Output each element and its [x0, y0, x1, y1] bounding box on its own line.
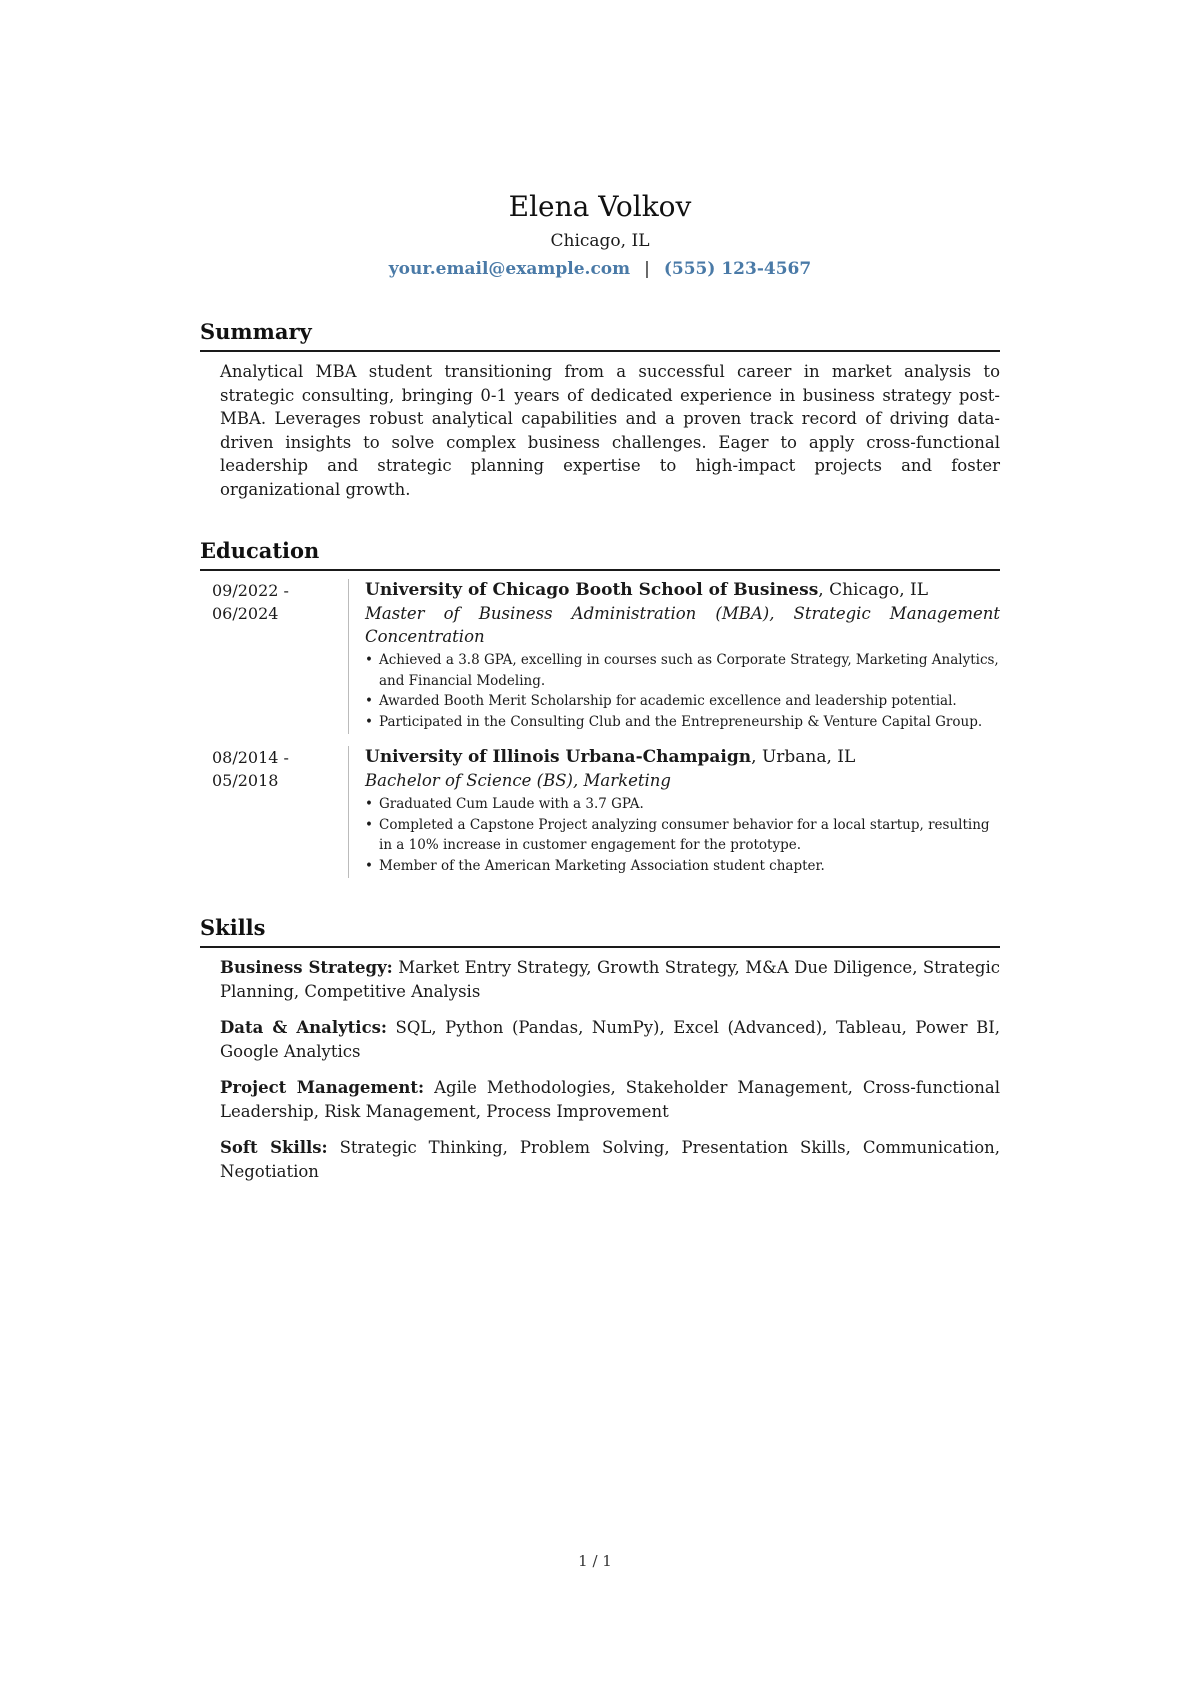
education-entry [200, 746, 1000, 878]
resume-page [200, 190, 1000, 1196]
skill-line [220, 956, 1000, 1003]
bullet-icon: • [365, 796, 373, 812]
skill-category: Data & Analytics: [220, 1018, 387, 1037]
candidate-location: Chicago, IL [550, 231, 650, 251]
school-location: , Urbana, IL [751, 747, 856, 767]
bullet-item: • Member of the American Marketing Association student chapter. [365, 856, 1000, 877]
contact-line [200, 256, 1000, 282]
bullet-item: • Awarded Booth Merit Scholarship for academic excellence and leadership potential. [365, 691, 1000, 712]
skill-values: Agile Methodologies, Stakeholder Management, Cross-functional Leadership, Risk Management, Process Improvement [220, 1078, 1000, 1121]
education-bullets [365, 794, 1000, 876]
skill-values: Strategic Thinking, Problem Solving, Presentation Skills, Communication, Negotiation [220, 1138, 1000, 1181]
bullet-icon: • [365, 693, 373, 709]
resume-header [200, 190, 1000, 282]
page-number: 1 / 1 [578, 1552, 612, 1570]
school-location: , Chicago, IL [818, 580, 929, 600]
skills-heading: Skills [200, 914, 1000, 948]
bullet-item: • Graduated Cum Laude with a 3.7 GPA. [365, 794, 1000, 815]
bullet-icon: • [365, 816, 373, 833]
bullet-icon: • [365, 713, 373, 730]
degree-title: Master of Business Administration (MBA), Strategic Management Concentration [365, 604, 1000, 646]
skill-category: Business Strategy: [220, 958, 393, 977]
skill-line [220, 1076, 1000, 1123]
education-heading: Education [200, 537, 1000, 571]
education-dates: 08/2014 - 05/2018 [212, 748, 289, 790]
school-name: University of Chicago Booth School of Business [365, 580, 819, 600]
skill-line [220, 1136, 1000, 1183]
phone-link[interactable]: (555) 123-4567 [663, 259, 812, 279]
education-institution [365, 746, 1000, 769]
skill-values: SQL, Python (Pandas, NumPy), Excel (Advanced), Tableau, Power BI, Google Analytics [220, 1018, 1001, 1061]
education-entry [200, 579, 1000, 734]
education-section [200, 537, 1000, 878]
bullet-icon: • [365, 652, 373, 668]
bullet-icon: • [365, 857, 373, 874]
email-link[interactable]: your.email@example.com [388, 259, 631, 279]
candidate-name: Elena Volkov [508, 190, 692, 223]
skill-line [220, 1016, 1000, 1063]
degree-title: Bachelor of Science (BS), Marketing [365, 771, 671, 790]
summary-heading: Summary [200, 318, 1000, 352]
education-details [348, 746, 1000, 878]
summary-text: Analytical MBA student transitioning from a successful career in market analysis to strategic consulting, bringing 0-1 years of dedicated experience in business strategy post-MBA. Leverages robust analytical capabilities and a proven track record of driving data-driven insights to solve complex business challenges. Eager to apply cross-functional leadership and strategic planning expertise to high-impact projects and foster organizational growth. [220, 362, 1000, 499]
skill-category: Project Management: [220, 1078, 425, 1097]
contact-separator: | [644, 259, 650, 279]
education-dates: 09/2022 - 06/2024 [212, 581, 289, 623]
education-details [348, 579, 1000, 734]
bullet-item: • Achieved a 3.8 GPA, excelling in courses such as Corporate Strategy, Marketing Analytics, and Financial Modeling. [365, 652, 999, 689]
skills-section [200, 914, 1000, 1183]
education-bullets [365, 650, 1000, 732]
skill-category: Soft Skills: [220, 1138, 328, 1157]
bullet-item: • Completed a Capstone Project analyzing consumer behavior for a local startup, resulting in a 10% increase in customer engagement for the prototype. [365, 816, 990, 853]
education-institution [365, 579, 1000, 602]
bullet-item: • Participated in the Consulting Club and the Entrepreneurship & Venture Capital Group. [365, 712, 1000, 733]
school-name: University of Illinois Urbana-Champaign [365, 747, 752, 767]
skill-values: Market Entry Strategy, Growth Strategy, M&A Due Diligence, Strategic Planning, Competitive Analysis [220, 958, 1000, 1001]
summary-section [200, 318, 1000, 501]
